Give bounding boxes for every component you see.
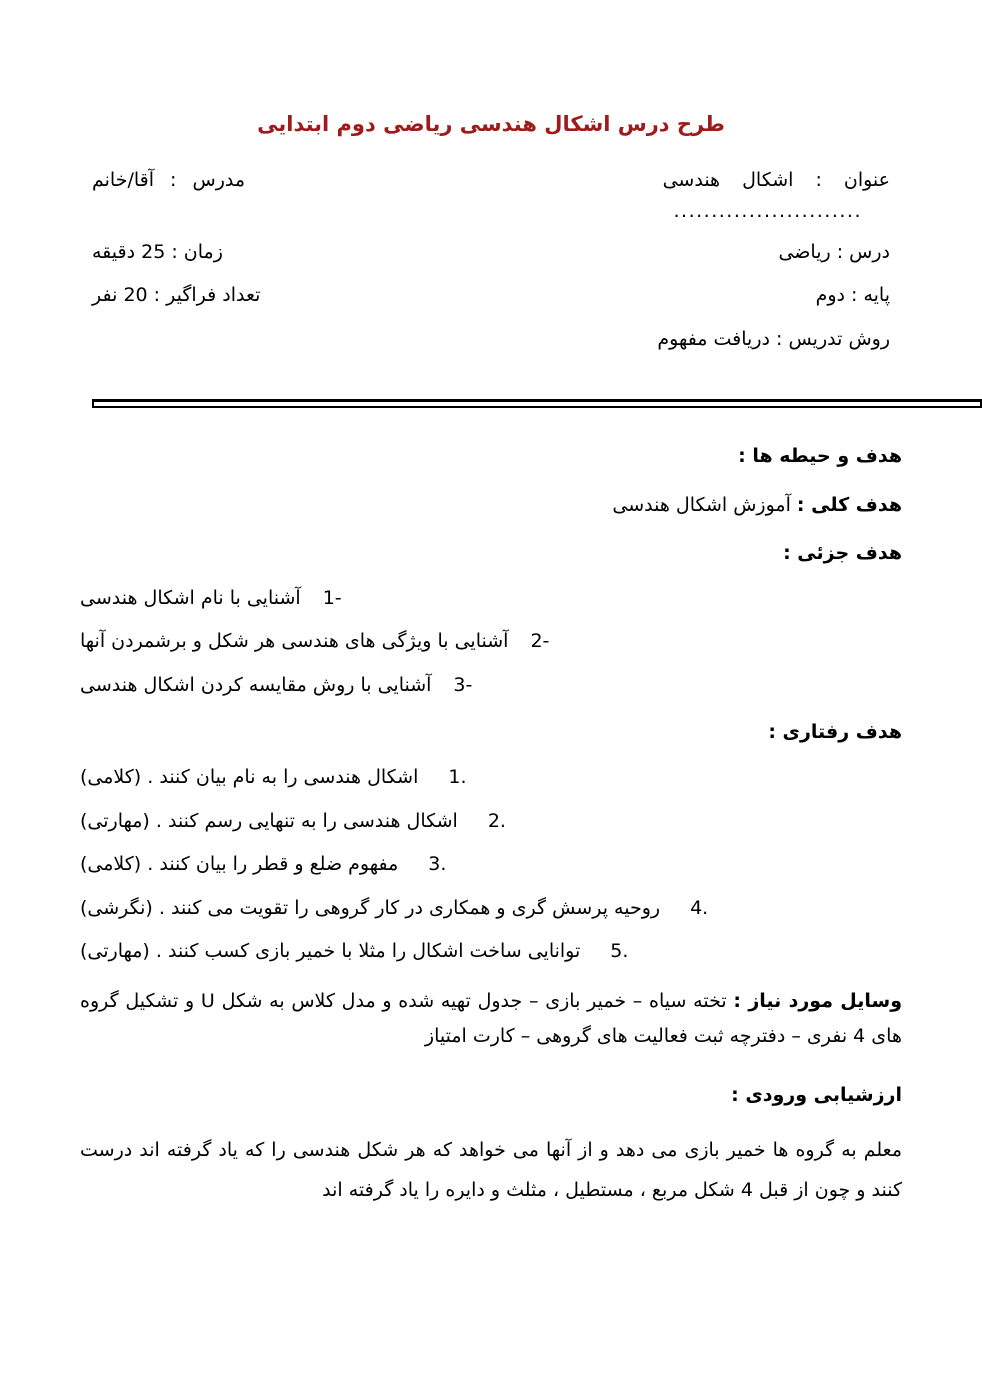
list-item-label: روحیه پرسش گری و همکاری در کار گروهی را تقویت می کنند . (نگرشی) — [80, 896, 661, 919]
horizontal-divider — [92, 399, 982, 408]
behavioral-goals-list — [80, 764, 902, 966]
list-item-number: 2. — [487, 809, 506, 832]
meta-field-teacher: مدرس : آقا/خانم — [92, 169, 246, 191]
list-item-label: مفهوم ضلع و قطر را بیان کنند . (کلامی) — [80, 853, 399, 876]
heading-entry-assessment: ارزشیابی ورودی : — [731, 1084, 902, 1107]
list-item-number: 3. — [428, 853, 447, 876]
list-item-number: 2- — [530, 630, 550, 653]
meta-field-grade: پایه : دوم — [815, 284, 890, 307]
list-item-label: آشنایی با نام اشکال هندسی — [80, 586, 301, 609]
list-item — [80, 808, 902, 836]
list-item-number: 5. — [610, 940, 629, 963]
spacer — [80, 1074, 902, 1082]
list-item — [80, 764, 902, 792]
list-item-label: اشکال هندسی را به نام بیان کنند . (کلامی) — [80, 766, 419, 789]
list-item — [80, 895, 902, 923]
list-item-label: آشنایی با ویژگی های هندسی هر شکل و برشمردن آنها — [80, 630, 509, 653]
meta-field-teaching-method: روش تدریس : دریافت مفهوم — [657, 327, 890, 350]
list-item — [80, 585, 902, 613]
entry-assessment-paragraph: معلم به گروه ها خمیر بازی می دهد و از آنها می خواهد که هر شکل هندسی را که یاد گرفته اند درست کنند و چون از قبل 4 شکل مربع ، مستطیل ، مثلث و دایره را یاد گرفته اند — [80, 1138, 902, 1201]
partial-goals-list — [80, 585, 902, 700]
header-meta-block — [92, 168, 890, 359]
list-item — [80, 938, 902, 966]
materials-paragraph — [80, 984, 902, 1054]
list-item — [80, 628, 902, 656]
general-goal-line — [80, 492, 902, 519]
meta-row-lesson — [92, 240, 890, 266]
materials-text: تخته سیاه – خمیر بازی – جدول تهیه شده و مدل کلاس به شکل U و تشکیل گروه های 4 نفری – دفترچه ثبت فعالیت های گروهی – کارت امتیاز — [80, 989, 902, 1047]
meta-fill-in-dots: ......................... — [673, 199, 862, 222]
heading-goals-and-domains: هدف و حیطه ها : — [738, 445, 902, 467]
list-item-number: 4. — [690, 896, 709, 919]
general-goal-text: آموزش اشکال هندسی — [612, 493, 797, 516]
list-item — [80, 851, 902, 879]
heading-behavioral-goal: هدف رفتاری : — [768, 721, 902, 744]
list-item — [80, 672, 902, 700]
meta-field-duration: زمان : 25 دقیقه — [92, 240, 223, 263]
meta-field-student-count: تعداد فراگیر : 20 نفر — [92, 284, 261, 307]
meta-row-grade — [92, 283, 890, 309]
general-goal-label: هدف کلی : — [796, 493, 902, 516]
meta-field-subject-title: عنوان : اشکال هندسی — [662, 169, 890, 191]
meta-row-title — [92, 168, 890, 194]
horizontal-divider-line — [92, 399, 982, 408]
meta-field-lesson: درس : ریاضی — [778, 240, 890, 263]
materials-label: وسایل مورد نیاز : — [733, 989, 903, 1012]
list-item-number: 1. — [448, 766, 467, 789]
list-item-label: آشنایی با روش مقایسه کردن اشکال هندسی — [80, 673, 432, 696]
meta-row-method — [92, 327, 890, 353]
list-item-label: اشکال هندسی را به تنهایی رسم کنند . (مهارتی) — [80, 809, 458, 832]
page-title: طرح درس اشکال هندسی ریاضی دوم ابتدایی — [257, 112, 725, 136]
heading-partial-goal: هدف جزئی : — [783, 542, 902, 565]
list-item-number: 3- — [453, 673, 473, 696]
list-item-label: توانایی ساخت اشکال را مثلا با خمیر بازی کسب کنند . (مهارتی) — [80, 940, 581, 963]
document-body — [80, 443, 902, 1230]
list-item-number: 1- — [322, 586, 342, 609]
